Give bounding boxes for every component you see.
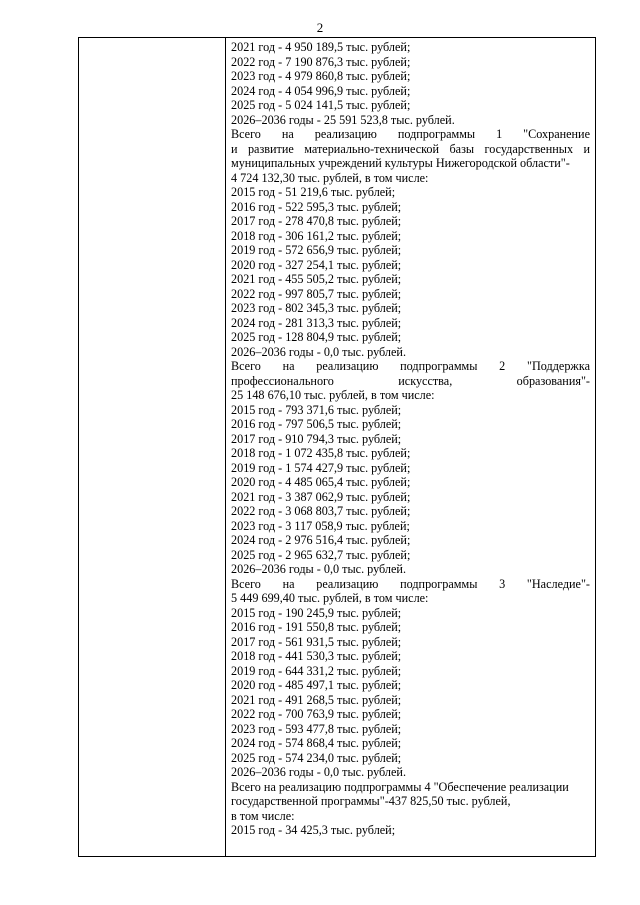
- page-number: 2: [316, 20, 324, 35]
- year-line: 2019 год - 572 656,9 тыс. рублей;: [231, 243, 402, 257]
- text-line: 2026–2036 годы - 25 591 523,8 тыс. рублей.: [231, 112, 455, 127]
- year-line: 2015 год - 190 245,9 тыс. рублей;: [231, 605, 402, 620]
- subprogram-2-total: 25 148 676,10 тыс. рублей, в том числе:: [231, 388, 435, 402]
- subprogram-2-heading: профессионального искусства, образования"-: [231, 373, 590, 388]
- text-line: 2022 год - 7 190 876,3 тыс. рублей;: [231, 54, 411, 69]
- year-line: 2024 год - 281 313,3 тыс. рублей;: [231, 315, 402, 330]
- text-line: 2021 год - 4 950 189,5 тыс. рублей;: [231, 40, 411, 54]
- subprogram-1-heading: муниципальных учреждений культуры Нижегородской области"-: [231, 156, 570, 170]
- year-line: 2024 год - 2 976 516,4 тыс. рублей;: [231, 533, 411, 547]
- year-line: 2019 год - 1 574 427,9 тыс. рублей;: [231, 460, 411, 475]
- year-line: 2015 год - 34 425,3 тыс. рублей;: [231, 823, 396, 837]
- year-line: 2020 год - 327 254,1 тыс. рублей;: [231, 257, 402, 272]
- year-line: 2021 год - 3 387 062,9 тыс. рублей;: [231, 489, 411, 504]
- year-line: 2026–2036 годы - 0,0 тыс. рублей.: [231, 765, 406, 779]
- year-line: 2016 год - 191 550,8 тыс. рублей;: [231, 620, 402, 634]
- year-line: 2022 год - 997 805,7 тыс. рублей;: [231, 286, 402, 301]
- year-line: 2025 год - 128 804,9 тыс. рублей;: [231, 330, 402, 344]
- subprogram-2-heading: Всего на реализацию подпрограммы 2 "Поддержка: [231, 359, 590, 373]
- year-line: 2023 год - 593 477,8 тыс. рублей;: [231, 721, 402, 736]
- text-line: 2025 год - 5 024 141,5 тыс. рублей;: [231, 98, 411, 112]
- year-line: 2023 год - 3 117 058,9 тыс. рублей;: [231, 518, 410, 533]
- right-cell-funding-text: [231, 40, 590, 838]
- year-line: 2017 год - 910 794,3 тыс. рублей;: [231, 431, 402, 446]
- subprogram-4-heading: Всего на реализацию подпрограммы 4 "Обеспечение реализации: [231, 779, 569, 794]
- subprogram-4-heading: в том числе:: [231, 808, 295, 823]
- year-line: 2015 год - 793 371,6 тыс. рублей;: [231, 402, 402, 417]
- year-line: 2018 год - 306 161,2 тыс. рублей;: [231, 228, 402, 243]
- year-line: 2017 год - 278 470,8 тыс. рублей;: [231, 214, 402, 228]
- year-line: 2026–2036 годы - 0,0 тыс. рублей.: [231, 562, 406, 576]
- subprogram-3-heading: Всего на реализацию подпрограммы 3 "Наследие"-: [231, 576, 590, 591]
- year-line: 2016 год - 797 506,5 тыс. рублей;: [231, 417, 402, 431]
- year-line: 2018 год - 1 072 435,8 тыс. рублей;: [231, 446, 411, 460]
- year-line: 2015 год - 51 219,6 тыс. рублей;: [231, 185, 396, 199]
- text-line: 2023 год - 4 979 860,8 тыс. рублей;: [231, 69, 411, 83]
- subprogram-3-total: 5 449 699,40 тыс. рублей, в том числе:: [231, 591, 429, 605]
- year-line: 2022 год - 3 068 803,7 тыс. рублей;: [231, 504, 411, 518]
- year-line: 2021 год - 455 505,2 тыс. рублей;: [231, 272, 402, 286]
- year-line: 2025 год - 2 965 632,7 тыс. рублей;: [231, 547, 411, 562]
- subprogram-1-heading: и развитие материально-технической базы государственных и: [231, 141, 590, 156]
- year-line: 2023 год - 802 345,3 тыс. рублей;: [231, 301, 402, 315]
- subprogram-1-heading: Всего на реализацию подпрограммы 1 "Сохранение: [231, 127, 590, 141]
- year-line: 2018 год - 441 530,3 тыс. рублей;: [231, 649, 402, 663]
- year-line: 2024 год - 574 868,4 тыс. рублей;: [231, 736, 402, 750]
- year-line: 2016 год - 522 595,3 тыс. рублей;: [231, 199, 402, 214]
- funding-table: [78, 37, 596, 857]
- column-divider: [225, 38, 226, 856]
- year-line: 2022 год - 700 763,9 тыс. рублей;: [231, 707, 402, 721]
- subprogram-1-total: 4 724 132,30 тыс. рублей, в том числе:: [231, 170, 429, 185]
- year-line: 2017 год - 561 931,5 тыс. рублей;: [231, 634, 402, 649]
- text-line: 2024 год - 4 054 996,9 тыс. рублей;: [231, 83, 411, 98]
- subprogram-4-heading: государственной программы"-437 825,50 тыс. рублей,: [231, 794, 511, 808]
- year-line: 2021 год - 491 268,5 тыс. рублей;: [231, 692, 402, 707]
- year-line: 2019 год - 644 331,2 тыс. рублей;: [231, 663, 402, 678]
- year-line: 2026–2036 годы - 0,0 тыс. рублей.: [231, 344, 406, 359]
- year-line: 2020 год - 485 497,1 тыс. рублей;: [231, 678, 402, 692]
- year-line: 2020 год - 4 485 065,4 тыс. рублей;: [231, 475, 411, 489]
- year-line: 2025 год - 574 234,0 тыс. рублей;: [231, 750, 402, 765]
